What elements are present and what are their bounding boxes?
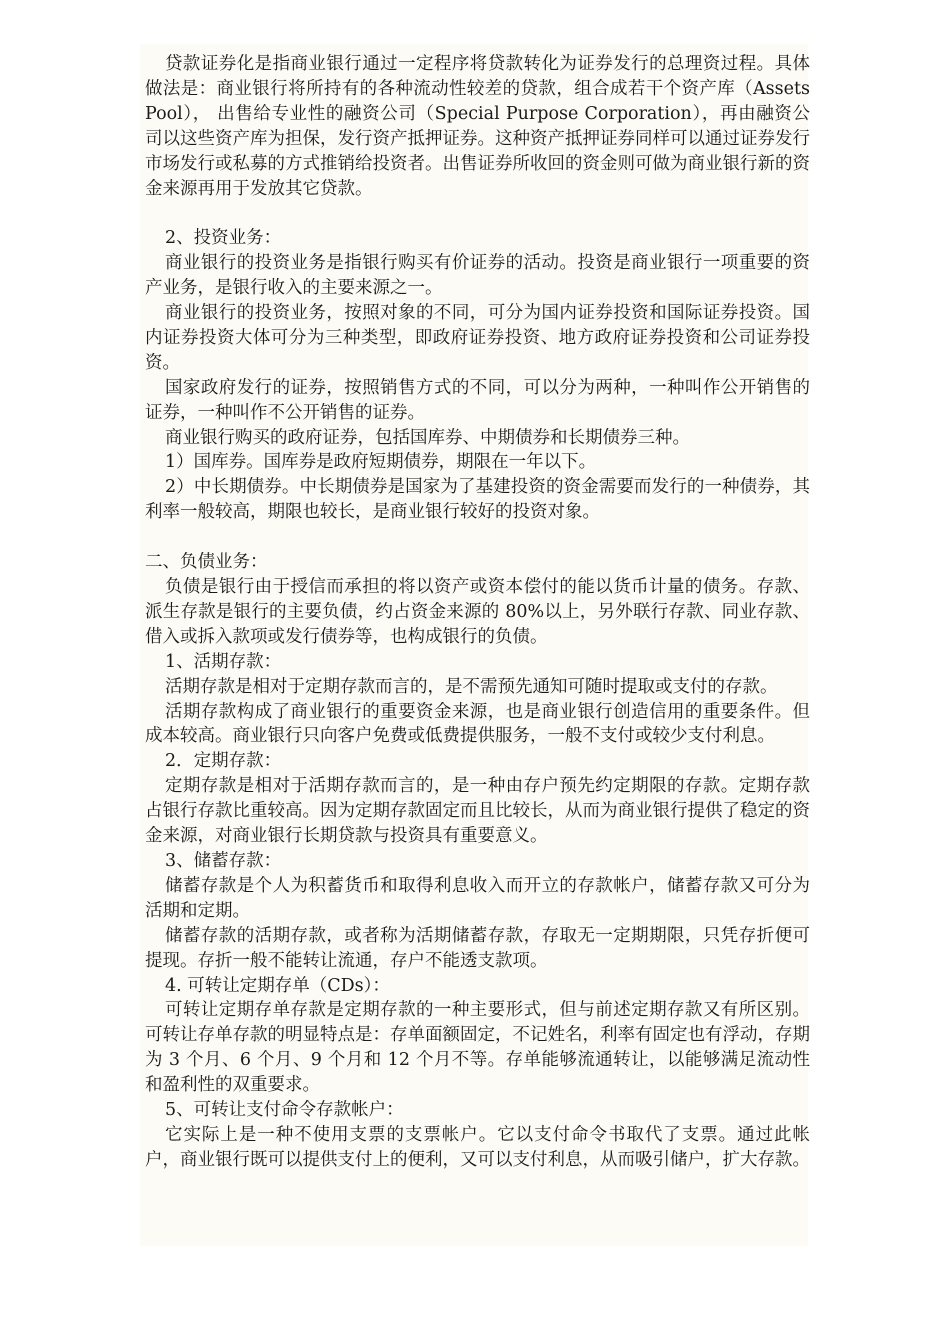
demand-deposit-paragraph-2: 活期存款构成了商业银行的重要资金来源，也是商业银行创造信用的重要条件。但成本较高。商业银行只向客户免费或低费提供服务，一般不支付或较少支付利息。: [145, 701, 810, 747]
savings-deposit-paragraph-1: 储蓄存款是个人为积蓄货币和取得利息收入而开立的存款帐户，储蓄存款又可分为活期和定期。: [145, 875, 810, 921]
document-body: [145, 52, 810, 1173]
investment-heading: 2、投资业务：: [165, 228, 282, 249]
investment-paragraph-4: 商业银行购买的政府证券，包括国库券、中期债券和长期债券三种。: [165, 427, 690, 448]
liabilities-intro: 负债是银行由于授信而承担的将以资产或资本偿付的能以货币计量的债务。存款、派生存款是银行的主要负债，约占资金来源的 80%以上，另外联行存款、同业存款、借入或拆入款项或发行债券等，也构成银行的负债。: [145, 577, 810, 647]
savings-deposit-paragraph-2: 储蓄存款的活期存款，或者称为活期储蓄存款，存取无一定期期限，只凭存折便可提现。存折一般不能转让流通，存户不能透支款项。: [145, 925, 810, 971]
blank-line: [145, 201, 810, 226]
savings-deposit-heading: 3、储蓄存款：: [165, 850, 282, 871]
now-account-heading: 5、可转让支付命令存款帐户：: [165, 1100, 404, 1121]
cds-paragraph: 可转让定期存单存款是定期存款的一种主要形式，但与前述定期存款又有所区别。可转让存单存款的明显特点是：存单面额固定，不记姓名，利率有固定也有浮动，存期为 3 个月、6 个月、9 个月和 12 个月不等。存单能够流通转让，以能够满足流动性和盈利性的双重要求。: [145, 1000, 810, 1096]
investment-paragraph-2: 商业银行的投资业务，按照对象的不同，可分为国内证券投资和国际证券投资。国内证券投资大体可分为三种类型，即政府证券投资、地方政府证券投资和公司证券投资。: [145, 303, 810, 373]
now-account-paragraph: 它实际上是一种不使用支票的支票帐户。它以支付命令书取代了支票。通过此帐户，商业银行既可以提供支付上的便利，又可以支付利息，从而吸引储户，扩大存款。: [145, 1124, 810, 1170]
blank-line: [145, 525, 810, 550]
treasury-bills-item: 1）国库券。国库券是政府短期债券，期限在一年以下。: [165, 452, 597, 473]
investment-paragraph-3: 国家政府发行的证券，按照销售方式的不同，可以分为两种，一种叫作公开销售的证券，一种叫作不公开销售的证券。: [145, 377, 810, 423]
time-deposit-paragraph: 定期存款是相对于活期存款而言的，是一种由存户预先约定期限的存款。定期存款占银行存款比重较高。因为定期存款固定而且比较长，从而为商业银行提供了稳定的资金来源，对商业银行长期贷款与投资具有重要意义。: [145, 776, 810, 847]
cds-heading: 4. 可转让定期存单（CDs）：: [165, 975, 390, 996]
demand-deposit-heading: 1、活期存款：: [165, 651, 282, 672]
demand-deposit-paragraph-1: 活期存款是相对于定期存款而言的，是不需预先通知可随时提取或支付的存款。: [165, 676, 778, 697]
liabilities-heading: 二、负债业务：: [145, 552, 268, 573]
securitization-paragraph: 贷款证券化是指商业银行通过一定程序将贷款转化为证券发行的总理资过程。具体做法是：商业银行将所持有的各种流动性较差的贷款，组合成若干个资产库（Assets Pool）， 出售给专业性的融资公司（Special Purpose Corporation），再由融资公司以这些资产库为担保，发行资产抵押证券。这种资产抵押证券同样可以通过证券发行市场发行或私募的方式推销给投资者。出售证券所收回的资金则可做为商业银行新的资金来源再用于发放其它贷款。: [145, 54, 810, 199]
investment-paragraph-1: 商业银行的投资业务是指银行购买有价证券的活动。投资是商业银行一项重要的资产业务，是银行收入的主要来源之一。: [145, 253, 810, 299]
time-deposit-heading: 2．定期存款：: [165, 751, 282, 772]
long-term-bonds-item: 2）中长期债券。中长期债券是国家为了基建投资的资金需要而发行的一种债券，其利率一般较高，期限也较长，是商业银行较好的投资对象。: [145, 477, 810, 523]
